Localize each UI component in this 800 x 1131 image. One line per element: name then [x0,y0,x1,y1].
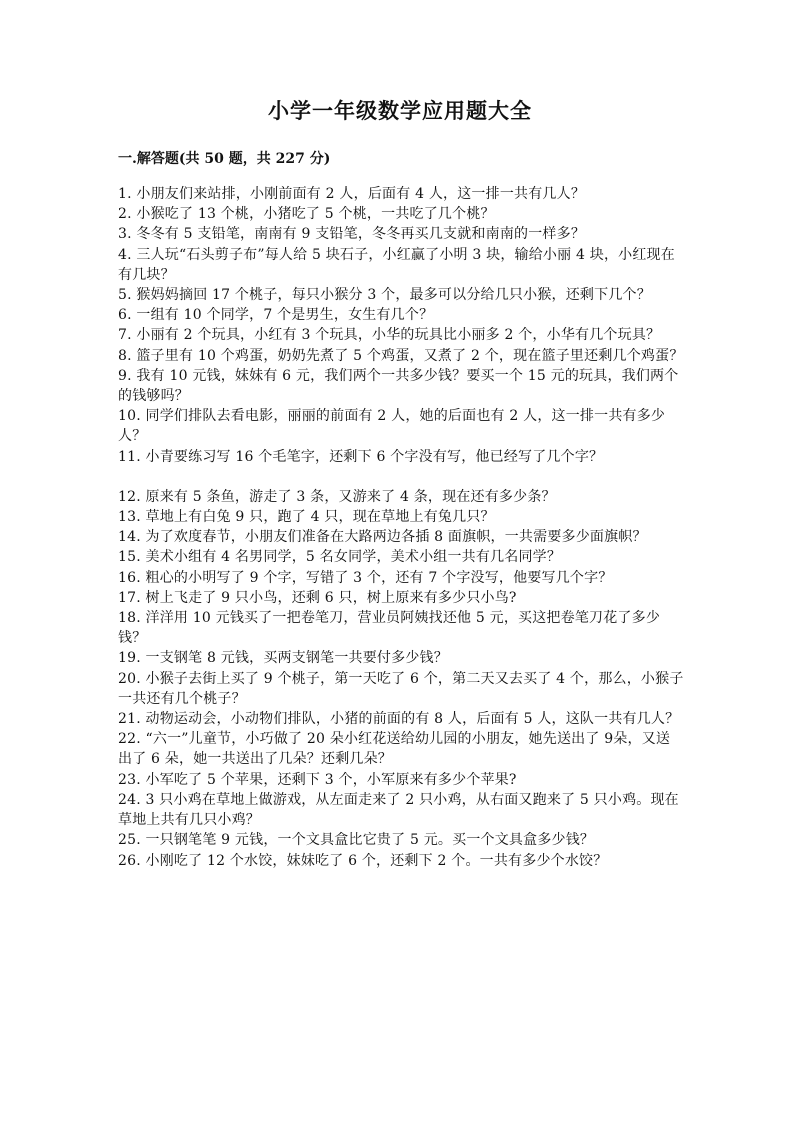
question-item: 2. 小猴吃了 13 个桃，小猪吃了 5 个桃，一共吃了几个桃？ [118,206,495,223]
question-item: 1. 小朋友们来站排，小刚前面有 2 人，后面有 4 人，这一排一共有几人？ [118,186,586,202]
question-item: 16. 粗心的小明写了 9 个字，写错了 3 个，还有 7 个字没写，他要写几个字？ [118,569,613,586]
question-item: 25. 一只钢笔笔 9 元钱，一个文具盒比它贵了 5 元。买一个文具盒多少钱？ [118,832,595,849]
question-item: 18. 洋洋用 10 元钱买了一把卷笔刀，营业员阿姨找还他 5 元，买这把卷笔刀花了多少钱？ [118,610,661,647]
section-heading: 一.解答题(共 50 题，共 227 分) [118,151,331,167]
question-item: 20. 小猴子去街上买了 9 个桃子，第一天吃了 6 个，第二天又去买了 4 个，那么，小猴子一共还有几个桃子？ [118,670,684,707]
question-item: 8. 篮子里有 10 个鸡蛋，奶奶先煮了 5 个鸡蛋，又煮了 2 个，现在篮子里还剩几个鸡蛋？ [118,347,684,364]
question-item: 22. “六一”儿童节，小巧做了 20 朵小红花送给幼儿园的小朋友，她先送出了 9朵，又送出了 6 朵，她一共送出了几朵？还剩几朵？ [118,731,671,768]
question-item: 10. 同学们排队去看电影，丽丽的前面有 2 人，她的后面也有 2 人，这一排一共有多少人？ [118,408,666,445]
question-list [118,184,684,871]
question-item: 9. 我有 10 元钱，妹妹有 6 元，我们两个一共多少钱？要买一个 15 元的玩具，我们两个的钱够吗？ [118,367,679,405]
question-item: 15. 美术小组有 4 名男同学，5 名女同学，美术小组一共有几名同学？ [118,549,562,566]
question-item: 21. 动物运动会，小动物们排队，小猪的前面的有 8 人，后面有 5 人，这队一共有几人？ [118,711,680,728]
question-item: 12. 原来有 5 条鱼，游走了 3 条，又游来了 4 条，现在还有多少条？ [118,488,556,505]
question-item: 4. 三人玩“石头剪子布”每人给 5 块石子，小红赢了小明 3 块，输给小丽 4 块，小红现在有几块？ [118,246,675,283]
question-item: 26. 小刚吃了 12 个水饺，妹妹吃了 6 个，还剩下 2 个。一共有多少个水饺？ [118,852,608,869]
question-item: 6. 一组有 10 个同学，7 个是男生，女生有几个？ [118,307,434,324]
question-item: 23. 小军吃了 5 个苹果，还剩下 3 个，小军原来有多少个苹果? [118,771,517,788]
question-item: 7. 小丽有 2 个玩具，小红有 3 个玩具，小华的玩具比小丽多 2 个，小华有几个玩具？ [118,327,661,344]
question-item: 11. 小青要练习写 16 个毛笔字，还剩下 6 个字没有写，他已经写了几个字？ [118,448,604,465]
question-item: 14. 为了欢度春节，小朋友们准备在大路两边各插 8 面旗帜，一共需要多少面旗帜？ [118,529,647,546]
question-item: 3. 冬冬有 5 支铅笔，南南有 9 支铅笔，冬冬再买几支就和南南的一样多？ [118,226,586,243]
question-item: 17. 树上飞走了 9 只小鸟，还剩 6 只，树上原来有多少只小鸟? [118,589,517,606]
question-item: 24. 3 只小鸡在草地上做游戏，从左面走来了 2 只小鸡，从右面又跑来了 5 只小鸡。现在草地上共有几只小鸡？ [118,791,679,829]
question-item: 13. 草地上有白兔 9 只，跑了 4 只，现在草地上有兔几只？ [118,509,495,526]
question-item: 19. 一支钢笔 8 元钱，买两支钢笔一共要付多少钱？ [118,650,448,667]
page-title: 小学一年级数学应用题大全 [268,98,532,123]
question-item: 5. 猴妈妈摘回 17 个桃子，每只小猴分 3 个，最多可以分给几只小猴，还剩下几个？ [118,287,651,304]
